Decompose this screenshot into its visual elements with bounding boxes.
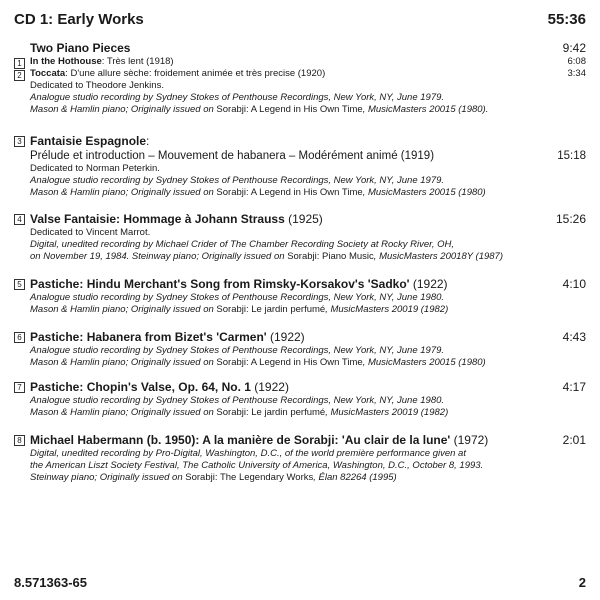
recording-note: Digital, unedited recording by Pro-Digital, Washington, D.C., of the world première performance given at [30,448,466,459]
album-title: Sorabji: Le jardin perfumé [216,407,326,418]
work-title-suffix: : [146,134,150,148]
recording-note: Analogue studio recording by Sydney Stokes of Penthouse Recordings, New York, NY, June 1979. [30,175,445,186]
catalog-number: 8.571363-65 [14,575,88,590]
recording-note: Analogue studio recording by Sydney Stokes of Penthouse Recordings, New York, NY, June 1980. [30,292,445,303]
album-title: Sorabji: A Legend in His Own Time [216,187,363,198]
work-duration: 15:26 [555,212,586,226]
work-year: (1922) [266,330,305,344]
work-entry-valse-fantaisie [14,212,586,263]
album-title: Sorabji: A Legend in His Own Time [216,357,363,368]
track-number: 5 [14,279,25,290]
work-duration: 4:43 [562,330,586,344]
track-title: In the Hothouse [30,56,102,67]
work-duration: 2:01 [562,433,586,447]
work-title: Michael Habermann (b. 1950): A la manière de Sorabji: 'Au clair de la lune' [30,433,451,447]
release-prefix: Mason & Hamlin piano; Originally issued on [30,407,217,418]
release-prefix: Mason & Hamlin piano; Originally issued on [30,187,217,198]
work-title: Pastiche: Habanera from Bizet's 'Carmen' [30,330,267,344]
track-subtitle: : Très lent (1918) [101,56,174,67]
release-label: , MusicMasters 20019 (1982) [325,304,449,315]
work-title: Two Piano Pieces [30,41,131,55]
recording-note: Analogue studio recording by Sydney Stokes of Penthouse Recordings, New York, NY, June 1979. [30,92,445,103]
release-prefix: Mason & Hamlin piano; Originally issued on [30,357,217,368]
track-row [14,56,586,68]
release-prefix: Mason & Hamlin piano; Originally issued on [30,304,217,315]
work-duration: 15:18 [557,150,586,162]
work-duration: 4:17 [562,380,586,394]
work-title: Fantaisie Espagnole [30,134,147,148]
release-label: , MusicMasters 20019 (1982) [325,407,449,418]
page-number: 2 [578,575,586,590]
recording-note: Analogue studio recording by Sydney Stokes of Penthouse Recordings, New York, NY, June 1979. [30,345,445,356]
track-row [14,68,586,80]
dedication: Dedicated to Norman Peterkin. [30,163,160,174]
album-title: Sorabji: The Legendary Works [185,472,314,483]
work-title: Pastiche: Hindu Merchant's Song from Rimsky-Korsakov's 'Sadko' [30,277,410,291]
release-note [30,104,586,116]
release-label: , MusicMasters 20018Y (1987) [373,251,503,262]
release-prefix: Steinway piano; Originally issued on [30,472,186,483]
work-entry-fantaisie-espagnole [14,134,586,199]
track-number: 1 [14,58,25,69]
track-number: 6 [14,332,25,343]
track-number: 2 [14,70,25,81]
release-label: , Élan 82264 (1995) [313,472,397,483]
track-number: 7 [14,382,25,393]
release-note [30,357,586,369]
dedication: Dedicated to Vincent Marrot. [30,227,151,238]
track-number: 8 [14,435,25,446]
release-prefix: on November 19, 1984. Steinway piano; Originally issued on [30,251,288,262]
movement-list: Prélude et introduction – Mouvement de habanera – Modérément animé (1919) [30,150,435,162]
track-subtitle: : D'une allure sèche: froidement animée et très precise (1920) [65,68,326,79]
album-title: Sorabji: A Legend in His Own Time [216,104,363,115]
cd-title: CD 1: Early Works [14,11,144,28]
release-note [30,187,586,199]
recording-note: Digital, unedited recording by Michael Crider of The Chamber Recording Society at Rocky River, OH, [30,239,454,250]
work-title: Valse Fantaisie: Hommage à Johann Strauss [30,212,285,226]
album-title: Sorabji: Piano Music [287,251,374,262]
work-entry-habermann [14,433,586,484]
work-entry-pastiche-sadko [14,277,586,316]
recording-note: Analogue studio recording by Sydney Stokes of Penthouse Recordings, New York, NY, June 1980. [30,395,445,406]
work-title: Pastiche: Chopin's Valse, Op. 64, No. 1 [30,380,251,394]
work-year: (1922) [250,380,289,394]
release-note [30,472,586,484]
work-year: (1972) [450,433,489,447]
work-year: (1922) [409,277,448,291]
track-title: Toccata [30,68,66,79]
work-entry-pastiche-carmen [14,330,586,369]
track-duration: 6:08 [567,56,586,67]
dedication: Dedicated to Theodore Jenkins. [30,80,164,91]
work-entry-two-piano-pieces [14,41,586,116]
release-prefix: Mason & Hamlin piano; Originally issued on [30,104,217,115]
track-number: 3 [14,136,25,147]
work-duration: 9:42 [562,41,586,55]
track-number: 4 [14,214,25,225]
cd-total-time: 55:36 [547,11,586,28]
release-note [30,407,586,419]
work-duration: 4:10 [562,277,586,291]
release-label: , MusicMasters 20015 (1980) [362,357,486,368]
cd-header [14,11,586,31]
recording-note-continued: the American Liszt Society Festival, The Catholic University of America, Washington, D.C., October 8, 1993. [30,460,484,471]
release-label: , MusicMasters 20015 (1980) [362,187,486,198]
work-year: (1925) [284,212,323,226]
release-note [30,304,586,316]
release-label: , MusicMasters 20015 (1980). [362,104,489,115]
release-note [30,251,586,263]
album-title: Sorabji: Le jardin perfumé [216,304,326,315]
work-entry-pastiche-chopin [14,380,586,419]
track-duration: 3:34 [567,68,586,79]
